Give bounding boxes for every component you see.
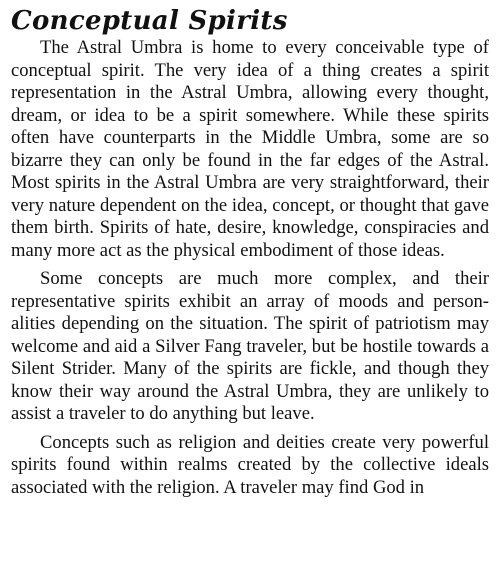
body-paragraph-3: Concepts such as religion and deities create very powerful spirits found within realms created by the collective ideals associated with the religion. A traveler may find God in bbox=[11, 431, 489, 498]
body-paragraph-2: Some concepts are much more complex, and their representative spirits exhibit an array of moods and personalities depending on the situation. The spirit of patriotism may welcome and aid a Silver Fang traveler, but be hostile towards a Silent Strider. Many of the spirits are fickle, and though they know their way around the Astral Umbra, they are unlikely to assist a traveler to do anything but leave. bbox=[11, 268, 489, 424]
section-heading: Conceptual Spirits bbox=[11, 6, 288, 36]
body-paragraph-1: The Astral Umbra is home to every conceivable type of conceptual spirit. The very idea of a thing creates a spirit representation in the Astral Umbra, allowing every thought, dream, or idea to be a spirit somewhere. While these spirits often have counterparts in the Middle Umbra, some are so bizarre they can only be found in the far edges of the Astral. Most spirits in the Astral Umbra are very straightforward, their very nature dependent on the idea, concept, or thought that gave them birth. Spirits of hate, desire, knowledge, conspiracies and many more act as the physical embodiment of those ideas. bbox=[11, 37, 489, 261]
